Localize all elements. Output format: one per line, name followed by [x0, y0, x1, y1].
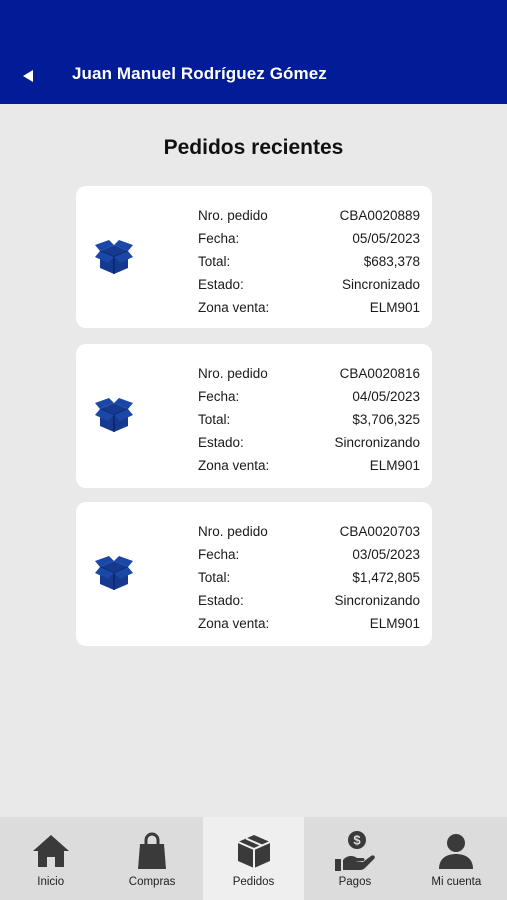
order-row-date: Fecha: 04/05/2023 [198, 389, 420, 405]
box-icon [94, 554, 134, 594]
user-icon [436, 831, 476, 871]
order-card[interactable] [76, 502, 432, 646]
page-title: Pedidos recientes [163, 136, 344, 159]
nav-item-compras[interactable] [101, 817, 202, 900]
nav-item-inicio[interactable] [0, 817, 101, 900]
nav-label: Pagos [338, 876, 372, 888]
order-row-number: Nro. pedido CBA0020816 [198, 366, 420, 381]
order-row-status: Estado: Sincronizando [198, 435, 420, 451]
box-icon [234, 831, 274, 871]
order-row-total: Total: $3,706,325 [198, 412, 420, 428]
user-name-title: Juan Manuel Rodríguez Gómez [72, 64, 327, 83]
shopping-bag-icon [132, 831, 172, 871]
back-button[interactable] [14, 62, 42, 90]
order-row-date: Fecha: 03/05/2023 [198, 547, 420, 563]
svg-text:$: $ [353, 832, 361, 848]
box-icon [94, 396, 134, 436]
order-row-number: Nro. pedido CBA0020703 [198, 524, 420, 539]
order-row-status: Estado: Sincronizando [198, 593, 420, 609]
app-header [0, 0, 507, 104]
order-row-zone: Zona venta: ELM901 [198, 300, 420, 316]
box-icon [94, 238, 134, 278]
bottom-nav [0, 817, 507, 900]
nav-item-mi-cuenta[interactable] [406, 817, 507, 900]
nav-item-pagos[interactable] [304, 817, 405, 900]
order-row-zone: Zona venta: ELM901 [198, 616, 420, 632]
order-row-total: Total: $1,472,805 [198, 570, 420, 586]
order-card[interactable] [76, 186, 432, 328]
order-card[interactable] [76, 344, 432, 488]
order-row-status: Estado: Sincronizado [198, 277, 420, 293]
hand-money-icon [333, 829, 377, 873]
order-row-date: Fecha: 05/05/2023 [198, 231, 420, 247]
nav-item-pedidos[interactable] [203, 817, 304, 900]
order-row-total: Total: $683,378 [198, 254, 420, 270]
nav-label: Inicio [37, 876, 65, 888]
home-icon [31, 831, 71, 871]
nav-label: Mi cuenta [431, 876, 482, 888]
nav-label: Compras [128, 876, 176, 888]
nav-label: Pedidos [232, 876, 275, 888]
order-row-number: Nro. pedido CBA0020889 [198, 208, 420, 223]
order-row-zone: Zona venta: ELM901 [198, 458, 420, 474]
back-arrow-icon [22, 69, 34, 83]
